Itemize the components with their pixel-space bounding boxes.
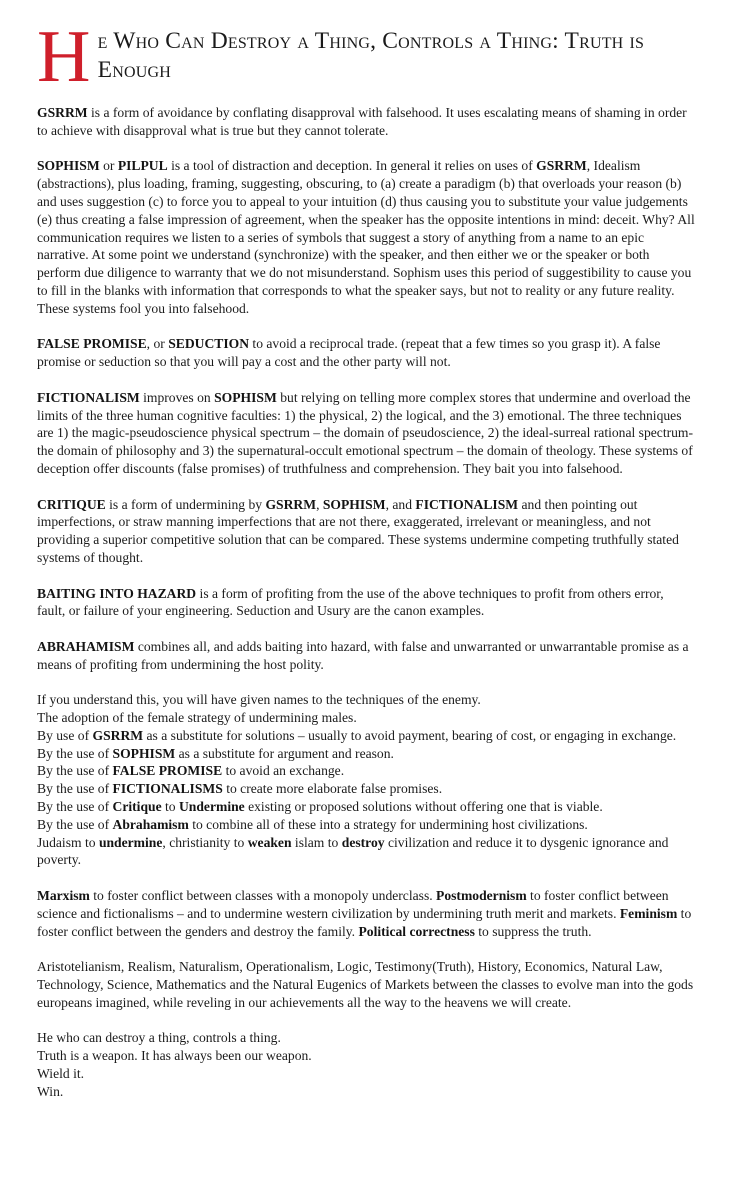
paragraph: He who can destroy a thing, controls a thing. Truth is a weapon. It has always been our weapon. Wield it. Win. xyxy=(37,1030,312,1099)
paragraph: GSRRM is a form of avoidance by conflating disapproval with falsehood. It uses escalating means of shaming in order to achieve with disapproval what is true but they cannot tolerate. xyxy=(37,105,687,138)
document-body xyxy=(37,104,695,1101)
paragraph: ABRAHAMISM combines all, and adds baiting into hazard, with false and unwarranted or unwarrantable promise as a means of profiting from undermining the host polity. xyxy=(37,638,689,672)
paragraph: CRITIQUE is a form of undermining by GSRRM, SOPHISM, and FICTIONALISM and then pointing out imperfections, or straw manning imperfections that are not there, exaggerated, irrelevant or meaningless, and not providing a superior competitive solution that can be compared. These systems undermine competing truthfully stated systems of thought. xyxy=(37,496,679,565)
paragraph: BAITING INTO HAZARD is a form of profiting from the use of the above techniques to profit from others error, fault, or failure of your engineering. Seduction and Usury are the canon examples. xyxy=(37,585,664,619)
page-title xyxy=(37,16,667,98)
paragraph: FALSE PROMISE, or SEDUCTION to avoid a reciprocal trade. (repeat that a few times so you grasp it). A false promise or seduction so that you will pay a cost and the other party will not. xyxy=(37,336,661,370)
title-text: e Who Can Destroy a Thing, Controls a Thing: Truth is Enough xyxy=(97,28,645,83)
title-dropcap: H xyxy=(37,16,91,98)
paragraph: Aristotelianism, Realism, Naturalism, Operationalism, Logic, Testimony(Truth), History, Economics, Natural Law, Technology, Science, Mathematics and the Natural Eugenics of Markets between the classes to evolve man into the gods europeans imagined, while reveling in our achievements all the way to the heavens we will create. xyxy=(37,959,694,1010)
paragraph: FICTIONALISM improves on SOPHISM but relying on telling more complex stores that undermine and overload the limits of the three human cognitive faculties: 1) the physical, 2) the logical, and the 3) emotional. The three techniques are 1) the magic-pseudoscience physical spectrum – the domain of pseudoscience, 2) the ideal-surreal rational spectrum- the domain of philosophy and 3) the supernatural-occult emotional spectrum – the domain of theology. These systems of deception offer discounts (false promises) of truthfulness and comprehension. They bait you into falsehood. xyxy=(37,389,694,476)
paragraph: If you understand this, you will have given names to the techniques of the enemy. The adoption of the female strategy of undermining males. By use of GSRRM as a substitute for solutions – usually to avoid payment, bearing of cost, or engaging in exchange. By the use of SOPHISM as a substitute for argument and reason. By the use of FALSE PROMISE to avoid an exchange. By the use of FICTIONALISMS to create more elaborate false promises. By the use of Critique to Undermine existing or proposed solutions without offering one that is viable. By the use of Abrahamism to combine all of these into a strategy for undermining host civilizations. Judaism to undermine, christianity to weaken islam to destroy civilization and reduce it to dysgenic ignorance and poverty. xyxy=(37,692,677,868)
paragraph: Marxism to foster conflict between classes with a monopoly underclass. Postmodernism to foster conflict between science and fictionalisms – and to undermine western civilization by undermining truth merit and markets. Feminism to foster conflict between the genders and destroy the family. Political correctness to suppress the truth. xyxy=(37,888,692,939)
paragraph: SOPHISM or PILPUL is a tool of distraction and deception. In general it relies on uses of GSRRM, Idealism (abstractions), plus loading, framing, suggesting, obscuring, to (a) create a paradigm (b) that overloads your reason (b) and uses suggestion (c) to force you to appeal to your intuition (d) thus causing you to substitute your value judgements (e) thus creating a false impression of agreement, when the speaker has the opposite intentions in mind: deceit. Why? All communication requires we listen to a series of symbols that suggest a story of anything from a name to an epic narrative. At some point we understand (synchronize) with the speaker, and then either we or the speaker or both perform due diligence to warranty that we do not misunderstand. Sophism uses this period of suggestibility to cause you to fill in the blanks with information that corresponds to what the speaker says, but not to reality or any future reality. These systems fool you into falsehood. xyxy=(37,158,695,316)
